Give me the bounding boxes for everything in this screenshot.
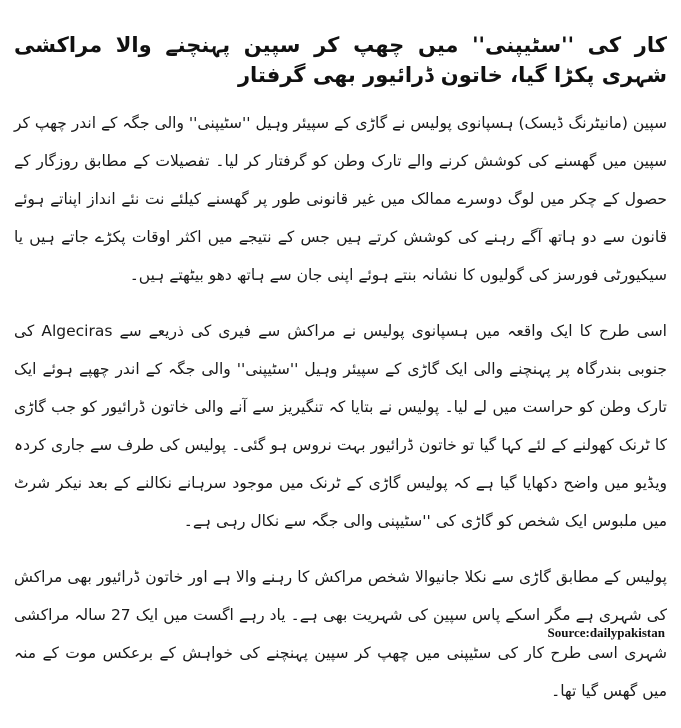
article-paragraph-1: سپین (مانیٹرنگ ڈیسک) ہسپانوی پولیس نے گاڑی کے سپیئر وہیل ''سٹیپنی'' والی جگہ کے اندر چھپ کر سپین میں گھسنے کی کوشش کرنے والے تارک وطن کو گرفتار کر لیا۔ تفصیلات کے مطابق روزگار کے حصول کے چکر میں لوگ دوسرے ممالک میں غیر قانونی طور پر گھسنے کیلئے نت نئے انداز اپناتے ہوئے قانون سے دو ہاتھ آگے رہنے کی کوشش کرتے ہیں جس کے نتیجے میں اکثر اوقات پکڑے جاتے ہیں یا سیکیورٹی فورسز کی گولیوں کا نشانہ بنتے ہوئے اپنی جان سے ہاتھ دھو بیٹھتے ہیں۔ [14,114,667,284]
source-credit: Source:dailypakistan [547,625,665,640]
article-paragraph-3: پولیس کے مطابق گاڑی سے نکلا جانیوالا شخص مراکش کا رہنے والا ہے اور خاتون ڈرائیور بھی مراکش کی شہری ہے مگر اسکے پاس سپین کی شہریت بھی ہے۔ یاد رہے اگست میں ایک 27 سالہ مراکشی شہری اسی طرح کار کی سٹیپنی میں چھپ کر سپین پہنچنے کی خواہش کے برعکس موت کے منہ میں گھس گیا تھا۔ [14,568,668,700]
news-article [14,0,667,728]
article-paragraph-2: اسی طرح کا ایک واقعہ میں ہسپانوی پولیس نے مراکش سے فیری کی ذریعے سے Algeciras کی جنوبی بندرگاہ پر پہنچنے والی ایک گاڑی کے سپیئر وہیل ''سٹیپنی'' والی جگہ کے اندر چھپے ہوئے ایک تارک وطن کو حراست میں لے لیا۔ پولیس نے بتایا کہ تنگیریز سے آنے والی خاتون ڈرائیور کو جب گاڑی کا ٹرنک کھولنے کے لئے کہا گیا تو خاتون ڈرائیور بہت نروس ہو گئی۔ پولیس کی طرف سے جاری کردہ ویڈیو میں واضح دکھایا گیا ہے کہ پولیس گاڑی کے ٹرنک میں موجود سرہانے نکالنے کے بعد نیکر شرٹ میں ملبوس ایک شخص کو گاڑی کی ''سٹیپنی والی جگہ سے نکال رہی ہے۔ [14,322,667,530]
article-headline: کار کی ''سٹیپنی'' میں چھپ کر سپین پہنچنے والا مراکشی شہری پکڑا گیا، خاتون ڈرائیور بھی گرفتار [14,33,667,87]
